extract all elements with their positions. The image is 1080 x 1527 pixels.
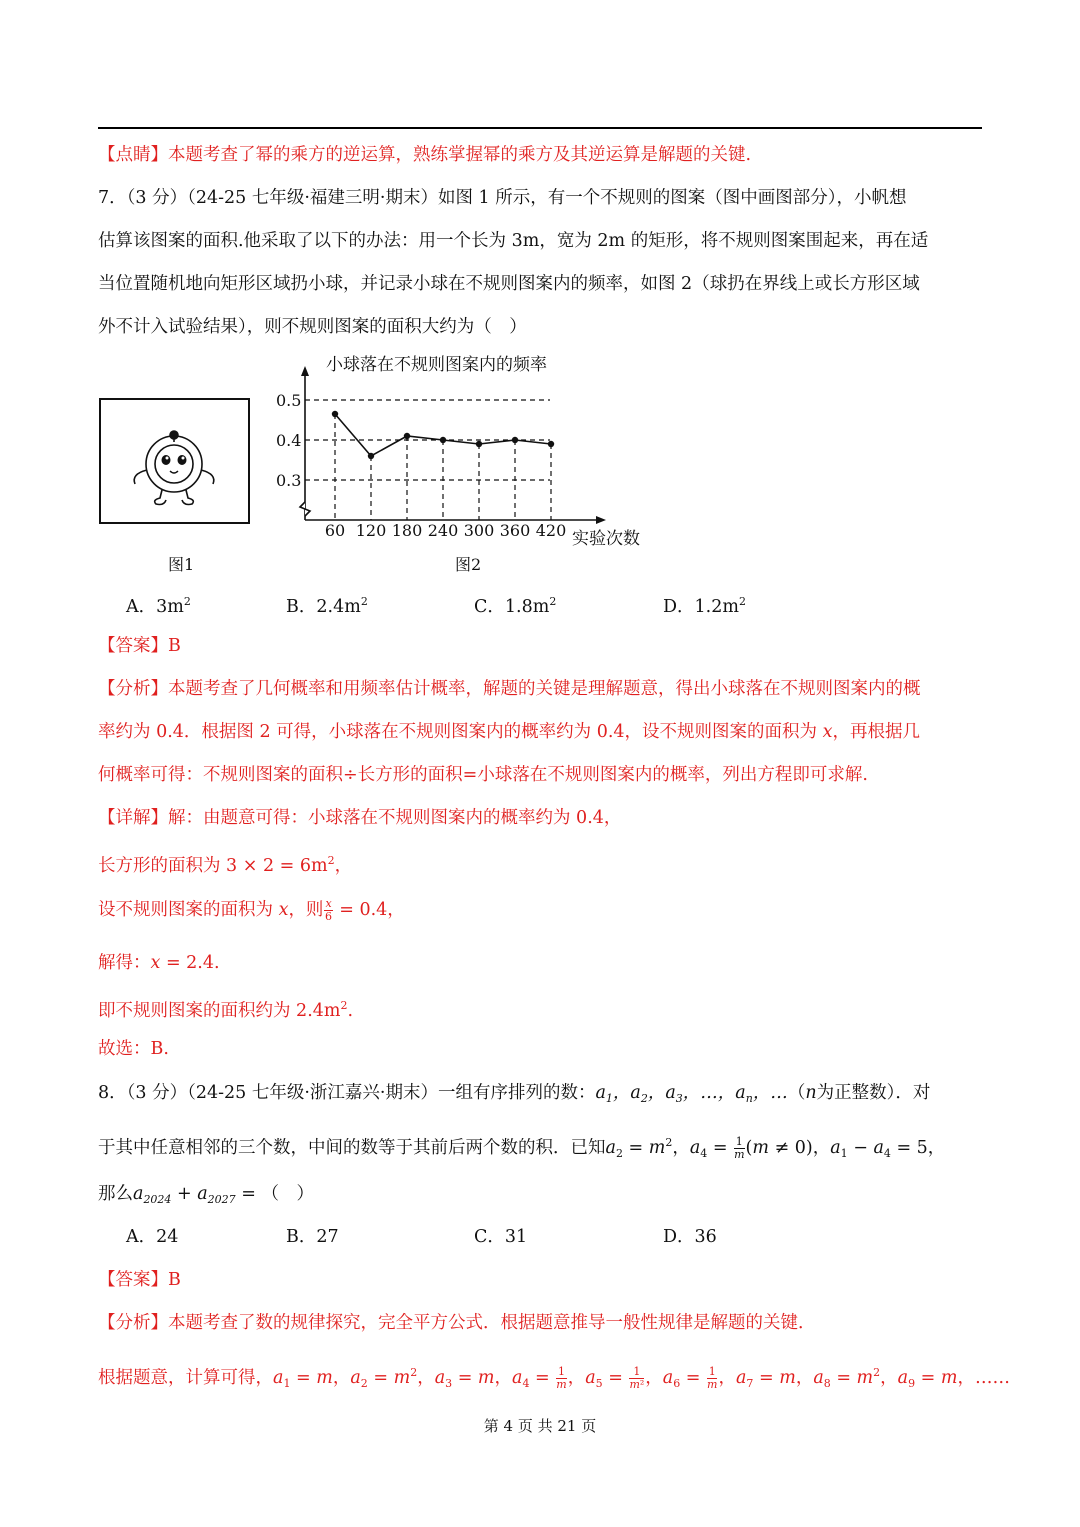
q8-analysis-line1 bbox=[98, 1312, 816, 1334]
option-letter: C． bbox=[474, 1227, 505, 1247]
detail-text: 解得： bbox=[98, 953, 151, 973]
option-exponent: 2 bbox=[738, 595, 746, 608]
option-exponent: 2 bbox=[549, 595, 557, 608]
exponent: 2 bbox=[327, 854, 335, 867]
data-point bbox=[440, 437, 446, 443]
option-value: 27 bbox=[316, 1227, 339, 1247]
option-letter: A． bbox=[126, 1227, 157, 1247]
x-tick-label: 300 bbox=[463, 521, 495, 540]
figure2-frequency-chart bbox=[268, 350, 658, 550]
q7-stem-line2: 估算该图案的面积.他采取了以下的办法：用一个长为 3m，宽为 2m 的矩形，将不规则图案围起来，再在适 bbox=[98, 231, 929, 251]
x-tick-label: 360 bbox=[499, 521, 531, 540]
q8-option-b bbox=[286, 1226, 339, 1248]
dianjing-tag: 【点睛】 bbox=[98, 145, 168, 165]
q7-option-a bbox=[126, 591, 191, 618]
x-tick-label: 420 bbox=[535, 521, 567, 540]
figure2-caption: 图2 bbox=[455, 555, 482, 574]
math-var: x bbox=[278, 900, 289, 920]
y-axis-arrow bbox=[301, 366, 309, 376]
q7-stem-line4: 外不计入试验结果），则不规则图案的面积大约为（ ） bbox=[98, 317, 527, 337]
detail-tag: 【详解】 bbox=[98, 808, 168, 828]
option-value: 31 bbox=[504, 1227, 528, 1247]
q7-option-d bbox=[663, 591, 746, 618]
option-exponent: 2 bbox=[360, 595, 368, 608]
analysis-tag: 【分析】 bbox=[98, 679, 168, 699]
dianjing-text: 本题考查了幂的乘方的逆运算，熟练掌握幂的乘方及其逆运算是解题的关键. bbox=[168, 145, 752, 165]
fraction-x-over-6: $\frac{x}{6}$ bbox=[325, 897, 333, 923]
option-value: 1.2m bbox=[694, 597, 739, 617]
detail-text: ， bbox=[334, 856, 353, 876]
data-point bbox=[476, 441, 482, 447]
q7-detail-line1 bbox=[98, 807, 621, 829]
analysis-text: 本题考查了数的规律探究，完全平方公式．根据题意推导一般性规律是解题的关键． bbox=[168, 1313, 816, 1333]
data-point bbox=[404, 433, 410, 439]
data-point bbox=[548, 441, 554, 447]
math-conditions: $a_2 = m^2$，$a_4$ = $\frac{1}{m}$ (m ≠ 0)，$a_1 - a_4 = 5$， bbox=[605, 1135, 946, 1161]
y-tick-label: 0.3 bbox=[276, 471, 302, 490]
x-tick-label: 120 bbox=[355, 521, 387, 540]
q8-answer bbox=[98, 1269, 181, 1291]
axis-break bbox=[300, 502, 310, 516]
math-sequence: $a_1$，$a_2$，$a_3$，…，$a_n$，… bbox=[595, 1083, 788, 1105]
page-footer: 第 4 页 共 21 页 bbox=[483, 1417, 597, 1435]
y-tick-label: 0.5 bbox=[276, 391, 302, 410]
answer-value: B bbox=[168, 636, 181, 656]
q8-option-a bbox=[126, 1226, 178, 1248]
detail-text: . bbox=[347, 1001, 354, 1021]
q7-answer bbox=[98, 635, 181, 657]
option-letter: A． bbox=[126, 597, 157, 617]
analysis-text: 本题考查了几何概率和用频率估计概率，解题的关键是理解题意，得出小球落在不规则图案内的概 bbox=[168, 679, 921, 699]
detail-text: ，则 bbox=[288, 900, 324, 920]
math-expression: $a_{2024} + a_{2027}$ bbox=[133, 1184, 236, 1206]
data-point bbox=[512, 437, 518, 443]
q7-detail-line3 bbox=[98, 898, 405, 923]
option-value: 1.8m bbox=[504, 597, 550, 617]
q7-analysis-line3: 何概率可得：不规则图案的面积÷长方形的面积=小球落在不规则图案内的概率，列出方程即可求解. bbox=[98, 765, 868, 785]
figure1-irregular-pattern bbox=[99, 398, 250, 524]
analysis-text: 率约为 0.4．根据图 2 可得，小球落在不规则图案内的概率约为 0.4，设不规则图案的面积为 bbox=[98, 722, 823, 742]
detail-text: = 2.4. bbox=[160, 953, 220, 973]
stem-text: （ bbox=[787, 1083, 806, 1103]
math-var: n bbox=[805, 1083, 817, 1103]
q7-stem-line1: 7．（3 分）（24-25 七年级·福建三明·期末）如图 1 所示，有一个不规则的图案（图中画图部分），小帆想 bbox=[98, 188, 907, 208]
analysis-text: 根据题意，计算可得， bbox=[98, 1368, 273, 1388]
q7-detail-line2 bbox=[98, 850, 352, 877]
analysis-text: ，再根据几 bbox=[832, 722, 920, 742]
x-axis-arrow bbox=[596, 516, 606, 524]
answer-tag: 【答案】 bbox=[98, 636, 168, 656]
option-value: 36 bbox=[694, 1227, 717, 1247]
x-tick-label: 180 bbox=[391, 521, 423, 540]
stem-text: 为正整数）．对 bbox=[816, 1083, 931, 1103]
stem-text: 那么 bbox=[98, 1184, 133, 1204]
y-tick-label: 0.4 bbox=[276, 431, 302, 450]
x-axis-label: 实验次数 bbox=[572, 529, 640, 549]
math-sequence-values: $a_1 = m$，$a_2 = m^2$，$a_3 = m$，$a_4$ = $\frac{1}{m}$ ，$a_5$ = $\frac{1}{\text{m²}}$ ，$a_6$ = $\frac{1}{m}$ ，$a_7 = m$，$a_8 = m^2$，$a_9 = m$，…… bbox=[273, 1365, 1010, 1391]
option-value: 3m bbox=[156, 597, 184, 617]
q7-analysis-line2 bbox=[98, 721, 920, 743]
q8-option-c bbox=[474, 1226, 527, 1248]
math-var: x bbox=[150, 953, 161, 973]
detail-text: 解：由题意可得：小球落在不规则图案内的概率约为 0.4， bbox=[168, 808, 622, 828]
q8-option-d bbox=[663, 1226, 717, 1248]
figure1-caption: 图1 bbox=[168, 555, 195, 574]
option-exponent: 2 bbox=[183, 595, 191, 608]
option-letter: D． bbox=[663, 1227, 695, 1247]
answer-value: B bbox=[168, 1270, 181, 1290]
option-letter: B． bbox=[286, 1227, 317, 1247]
x-tick-label: 240 bbox=[427, 521, 459, 540]
math-var: x bbox=[822, 722, 833, 742]
answer-tag: 【答案】 bbox=[98, 1270, 168, 1290]
detail-text: 设不规则图案的面积为 bbox=[98, 900, 279, 920]
q7-analysis-line1 bbox=[98, 678, 921, 700]
stem-text: 于其中任意相邻的三个数，中间的数等于其前后两个数的积．已知 bbox=[98, 1138, 606, 1158]
detail-text: 即不规则图案的面积约为 2.4m bbox=[98, 1001, 341, 1021]
q7-detail-line5 bbox=[98, 995, 353, 1022]
analysis-tag: 【分析】 bbox=[98, 1313, 168, 1333]
data-point bbox=[368, 453, 374, 459]
q7-detail-line4 bbox=[98, 952, 220, 974]
data-point bbox=[332, 411, 338, 417]
stem-text: = （ ） bbox=[235, 1184, 314, 1204]
exponent: 2 bbox=[340, 999, 348, 1012]
chart-title: 小球落在不规则图案内的频率 bbox=[326, 355, 547, 375]
header-rule bbox=[98, 127, 982, 129]
option-letter: C． bbox=[474, 597, 505, 617]
q8-stem-line1 bbox=[98, 1082, 930, 1110]
q8-stem-line2 bbox=[98, 1132, 945, 1165]
stem-text: 8．（3 分）（24-25 七年级·浙江嘉兴·期末）一组有序排列的数： bbox=[98, 1083, 596, 1103]
q7-stem-line3: 当位置随机地向矩形区域扔小球，并记录小球在不规则图案内的频率，如图 2（球扔在界线上或长方形区域 bbox=[98, 274, 920, 294]
q7-option-b bbox=[286, 591, 368, 618]
detail-text: = 0.4， bbox=[333, 900, 405, 920]
option-value: 24 bbox=[156, 1227, 179, 1247]
q7-option-c bbox=[474, 591, 556, 618]
detail-text: 长方形的面积为 3 × 2 = 6m bbox=[98, 856, 328, 876]
option-letter: B． bbox=[286, 597, 317, 617]
q8-stem-line3 bbox=[98, 1183, 314, 1211]
q7-detail-line6: 故选：B. bbox=[98, 1039, 169, 1059]
q8-analysis-line2 bbox=[98, 1362, 1010, 1395]
option-value: 2.4m bbox=[316, 597, 361, 617]
option-letter: D． bbox=[663, 597, 695, 617]
x-tick-label: 60 bbox=[324, 521, 346, 540]
dianjing-line bbox=[98, 144, 751, 166]
